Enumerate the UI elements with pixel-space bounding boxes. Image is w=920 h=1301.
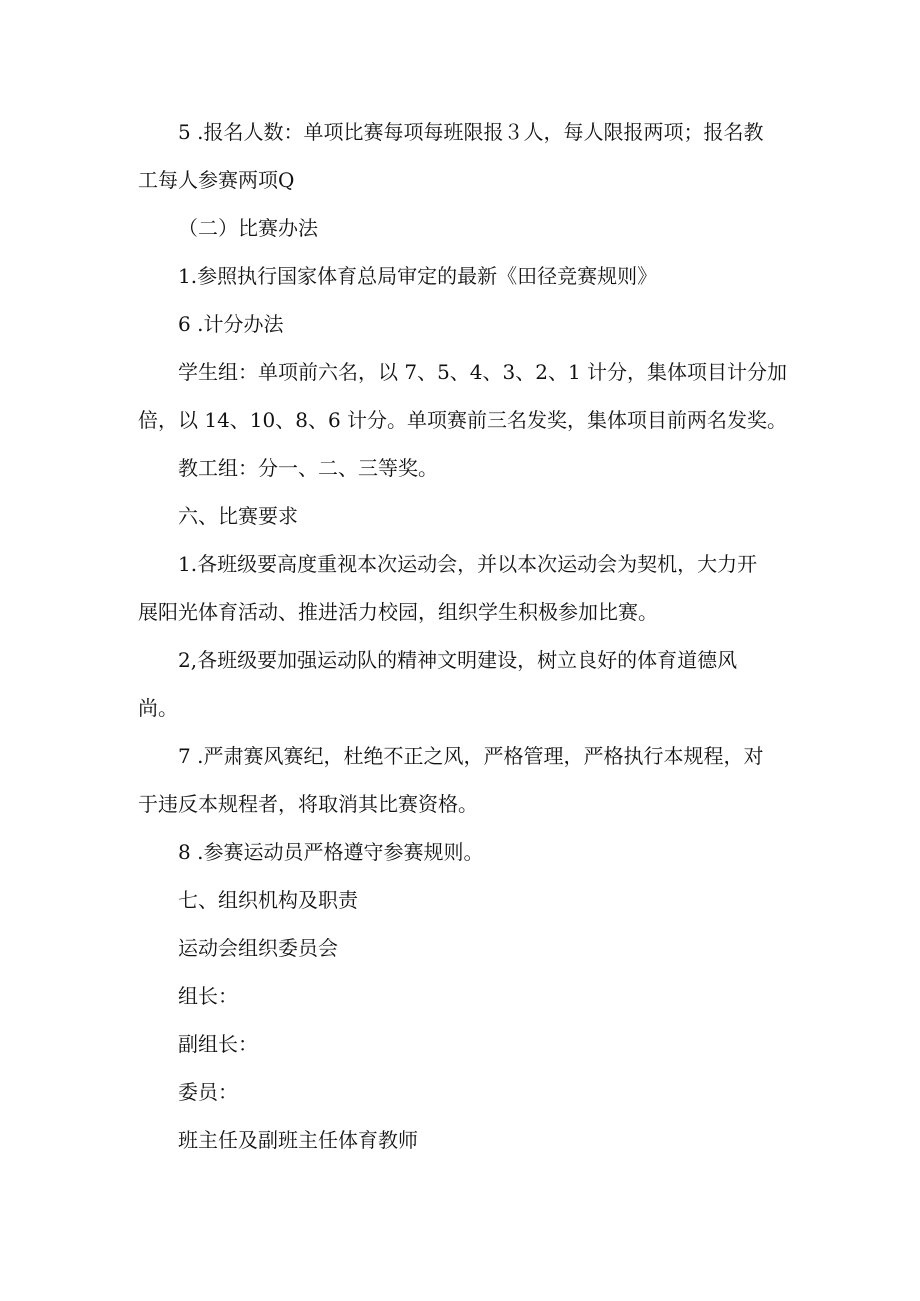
text-line-requirement-2: 2,各班级要加强运动队的精神文明建设，树立良好的体育道德风 xyxy=(178,648,738,672)
document-body xyxy=(0,116,920,1172)
text-line-leader: 组长： xyxy=(178,984,238,1008)
text-line-requirement-7-cont: 于违反本规程者，将取消其比赛资格。 xyxy=(138,792,478,816)
text-line-committee: 运动会组织委员会 xyxy=(178,936,338,960)
text-line-requirement-1-cont: 展阳光体育活动、推进活力校园，组织学生积极参加比赛。 xyxy=(138,600,658,624)
text-line-teachers: 班主任及副班主任体育教师 xyxy=(178,1128,418,1152)
text-line-requirement-2-cont: 尚。 xyxy=(138,696,178,720)
text-line-deputy-leader: 副组长： xyxy=(178,1032,258,1056)
heading-organization: 七、组织机构及职责 xyxy=(178,888,358,912)
text-line-student-group: 学生组：单项前六名，以 7、5、4、3、2、1 计分，集体项目计分加 xyxy=(178,360,788,384)
text-line-registration-count: 5 .报名人数：单项比赛每项每班限报３人，每人限报两项；报名教 xyxy=(178,120,764,144)
heading-competition-requirements: 六、比赛要求 xyxy=(178,504,298,528)
text-line-requirement-1: 1.各班级要高度重视本次运动会，并以本次运动会为契机，大力开 xyxy=(178,552,758,576)
text-line-requirement-8: 8 .参赛运动员严格遵守参赛规则。 xyxy=(178,840,484,864)
text-line-scoring-method: 6 .计分办法 xyxy=(178,312,284,336)
text-line-staff-group: 教工组：分一、二、三等奖。 xyxy=(178,456,438,480)
text-line-requirement-7: 7 .严肃赛风赛纪，杜绝不正之风，严格管理，严格执行本规程，对 xyxy=(178,744,764,768)
text-line-student-group-cont: 倍，以 14、10、8、6 计分。单项赛前三名发奖，集体项目前两名发奖。 xyxy=(138,408,788,432)
text-line-rules: 1.参照执行国家体育总局审定的最新《田径竞赛规则》 xyxy=(178,264,658,288)
heading-competition-method: （二）比赛办法 xyxy=(178,216,318,240)
text-line-registration-count-cont: 工每人参赛两项Q xyxy=(138,168,295,192)
text-line-members: 委员： xyxy=(178,1080,238,1104)
